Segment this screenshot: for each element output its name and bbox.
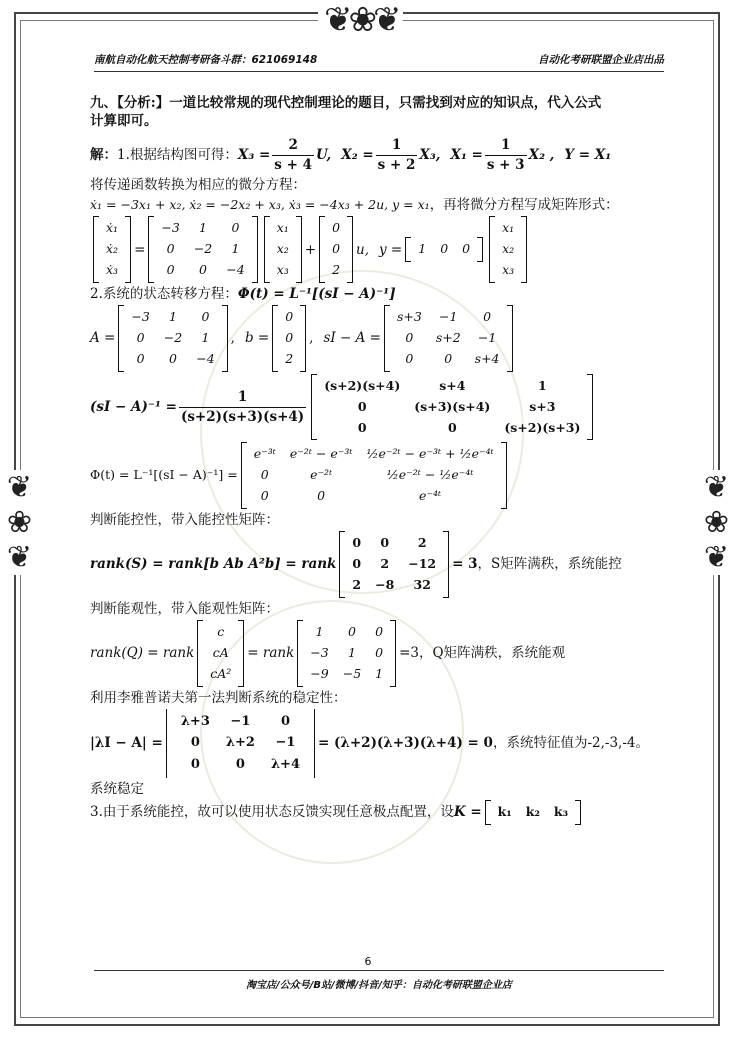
matrix-cell: 0 bbox=[332, 241, 341, 257]
matrix-cell: 0 bbox=[380, 535, 390, 551]
matrix-cell: 0 bbox=[136, 330, 145, 346]
observability-intro: 判断能观性，带入能观性矩阵： bbox=[90, 600, 279, 617]
matrix-cell: 1 bbox=[375, 665, 384, 681]
state-space-matrix-form: ẋ₁ ẋ₂ ẋ₃ = −3 1 0 0 −2 1 0 0 −4 x₁ x₂ x₃ + 0 0 2 u, y = 1 0 0 x₁ x₂ x₃ bbox=[90, 216, 670, 283]
u-tail: u, bbox=[356, 241, 370, 258]
matrix-cell: 2 bbox=[332, 262, 341, 278]
matrix-cell: k₁ bbox=[497, 803, 512, 819]
matrix-cell: 0 bbox=[169, 350, 177, 366]
x1-lhs: X₁ = bbox=[450, 147, 483, 164]
matrix-cell: 2 bbox=[285, 350, 294, 366]
x3-lhs: X₃ = bbox=[237, 147, 271, 164]
x2-lhs: X₂ = bbox=[341, 147, 374, 164]
stable-text: 系统稳定 bbox=[90, 780, 144, 797]
det-matrix bbox=[166, 709, 315, 778]
phi-matrix bbox=[241, 442, 507, 509]
matrix-cell: 1 bbox=[418, 241, 427, 257]
inverse-fraction: $\frac{1}{(s+2)(s+3)(s+4)}$ bbox=[180, 389, 305, 425]
matrix-cell: x₃ bbox=[276, 262, 289, 278]
k-lhs: K = bbox=[453, 804, 482, 821]
header-right: 自动化考研联盟企业店出品 bbox=[538, 54, 664, 66]
matrix-cell: s+2 bbox=[435, 330, 461, 346]
question-title: 九、【分析:】一道比较常规的现代控制理论的题目，只需找到对应的知识点，代入公式 bbox=[90, 95, 602, 111]
matrix-cell: 0 bbox=[447, 419, 457, 435]
left-ornament: ❦❀❦ bbox=[2, 470, 37, 575]
matrix-cell: s+3 bbox=[529, 398, 556, 414]
matrix-cell: k₂ bbox=[525, 803, 540, 819]
matrix-cell: 0 bbox=[444, 350, 453, 366]
matrix-cell: 0 bbox=[405, 350, 414, 366]
matrix-cell: e⁻⁴ᵗ bbox=[419, 488, 442, 504]
a-matrix bbox=[148, 216, 257, 283]
matrix-cell: 0 bbox=[357, 398, 367, 414]
matrix-cell: −3 bbox=[161, 220, 180, 236]
output-lhs: y = bbox=[379, 241, 403, 258]
matrix-cell: 0 bbox=[352, 556, 362, 572]
matrix-cell: cA² bbox=[210, 665, 232, 681]
c-vector bbox=[405, 237, 483, 262]
b-vector bbox=[319, 216, 353, 283]
x2-fraction: $\frac{1}{s + 2}$ bbox=[377, 137, 416, 173]
matrix-cell: x₃ bbox=[502, 262, 515, 278]
step3-row bbox=[90, 800, 670, 825]
matrix-cell: 2 bbox=[380, 556, 390, 572]
matrix-cell: 0 bbox=[405, 330, 414, 346]
matrix-cell: 0 bbox=[235, 757, 245, 773]
matrix-cell: 0 bbox=[352, 535, 362, 551]
matrix-cell: ẋ₃ bbox=[106, 262, 119, 278]
matrix-cell: −3 bbox=[131, 309, 150, 325]
matrix-cell: 0 bbox=[260, 488, 269, 504]
matrix-cell: k₃ bbox=[553, 803, 569, 819]
matrix-cell: ½e⁻²ᵗ − e⁻³ᵗ + ½e⁻⁴ᵗ bbox=[366, 446, 494, 462]
matrix-cell: −1 bbox=[230, 713, 251, 729]
matrix-cell: s+4 bbox=[439, 377, 466, 393]
b-vector-2 bbox=[272, 305, 306, 372]
det-lhs: |λI − A| = bbox=[90, 735, 163, 752]
rankq-lhs: rank(Q) = rank bbox=[90, 645, 195, 662]
matrix-cell: x₁ bbox=[502, 220, 515, 236]
matrix-cell: (s+2)(s+4) bbox=[324, 377, 401, 393]
q-matrix bbox=[297, 620, 396, 687]
y-equation: Y = X₁ bbox=[564, 147, 612, 164]
ranks-rhs: = 3 bbox=[452, 556, 478, 573]
x-vector-2 bbox=[489, 216, 527, 283]
page-content bbox=[90, 94, 670, 827]
matrix-cell: 0 bbox=[190, 757, 200, 773]
matrix-cell: −5 bbox=[342, 665, 362, 681]
observability-row bbox=[90, 620, 670, 687]
matrix-cell: 0 bbox=[440, 241, 449, 257]
top-ornament: ❦❀❦ bbox=[318, 0, 403, 40]
matrix-cell: 0 bbox=[285, 309, 294, 325]
x1-fraction: $\frac{1}{s + 3}$ bbox=[486, 137, 525, 173]
eigenvalue-conclusion: ，系统特征值为-2,-3,-4。 bbox=[492, 735, 649, 752]
b-lhs: b = bbox=[244, 330, 270, 347]
inverse-lhs: (sI − A)⁻¹ = bbox=[90, 398, 177, 415]
matrix-cell: 0 bbox=[260, 467, 269, 483]
matrix-cell: 2 bbox=[352, 577, 362, 592]
matrix-cell: e⁻²ᵗ bbox=[310, 467, 333, 483]
matrix-cell: 2 bbox=[417, 535, 427, 551]
right-ornament: ❦❀❦ bbox=[699, 470, 734, 575]
phi-lhs: Φ(t) = L⁻¹[(sI − A)⁻¹] = bbox=[90, 467, 238, 483]
page-footer: 淘宝店/公众号/B站/微博/抖音/知乎：自动化考研联盟企业店 bbox=[94, 970, 664, 991]
phi-definition: Φ(t) = L⁻¹[(sI − A)⁻¹] bbox=[237, 285, 396, 302]
matrix-cell: e⁻²ᵗ − e⁻³ᵗ bbox=[289, 446, 353, 462]
state-transition-line bbox=[90, 285, 670, 303]
x3-tail: U, bbox=[316, 147, 332, 164]
phi-row bbox=[90, 442, 670, 509]
matrix-cell: 0 bbox=[375, 624, 384, 640]
sia-matrix bbox=[384, 305, 513, 372]
x3-fraction: $\frac{2}{s + 4}$ bbox=[274, 137, 313, 173]
matrix-cell: λ+4 bbox=[270, 757, 300, 773]
diff-tail: ，再将微分方程写成矩阵形式： bbox=[429, 197, 619, 214]
matrix-cell: 0 bbox=[280, 713, 290, 729]
q-symbolic-matrix bbox=[197, 620, 244, 687]
matrix-cell: 0 bbox=[285, 330, 294, 346]
structure-equations bbox=[90, 136, 670, 173]
x2-tail: X₃, bbox=[419, 147, 441, 164]
inverse-row bbox=[90, 374, 670, 441]
matrix-cell: s+4 bbox=[474, 350, 500, 366]
matrix-cell: −8 bbox=[375, 577, 395, 592]
matrix-cell: 0 bbox=[231, 220, 240, 236]
ranks-lhs: rank(S) = rank[b Ab A²b] = rank bbox=[90, 556, 337, 573]
matrix-cell: ẋ₁ bbox=[106, 220, 119, 236]
diff-equations: ẋ₁ = −3x₁ + x₂, ẋ₂ = −2x₂ + x₃, ẋ₃ = −4x₃ + 2u, y = x₁ bbox=[90, 196, 430, 212]
matrix-cell: 0 bbox=[201, 309, 210, 325]
matrix-cell: −9 bbox=[310, 665, 329, 681]
matrix-cell: ½e⁻²ᵗ − ½e⁻⁴ᵗ bbox=[386, 467, 474, 483]
matrix-cell: 0 bbox=[483, 309, 492, 325]
matrix-cell: −1 bbox=[439, 309, 458, 325]
x1-tail: X₂ , bbox=[528, 147, 555, 164]
matrix-cell: 0 bbox=[462, 241, 471, 257]
matrix-cell: x₁ bbox=[276, 220, 289, 236]
matrix-cell: 0 bbox=[166, 241, 175, 257]
matrix-cell: e⁻³ᵗ bbox=[253, 446, 276, 462]
matrix-cell: 0 bbox=[199, 262, 207, 278]
matrix-cell: x₂ bbox=[276, 241, 289, 257]
matrix-cell: 0 bbox=[357, 419, 367, 435]
x-vector bbox=[264, 216, 302, 283]
matrix-cell: 0 bbox=[375, 644, 384, 660]
sia-lhs: sI − A = bbox=[323, 330, 381, 347]
controllability-intro: 判断能控性，带入能控性矩阵： bbox=[90, 512, 279, 529]
matrix-cell: 0 bbox=[136, 350, 145, 366]
matrix-cell: −12 bbox=[408, 556, 437, 572]
diff-intro: 将传递函数转换为相应的微分方程： bbox=[90, 176, 306, 193]
matrix-cell: 1 bbox=[538, 377, 547, 393]
step2-text: 2.系统的状态转移方程： bbox=[90, 285, 238, 302]
matrix-cell: x₂ bbox=[502, 241, 515, 257]
matrix-cell: 0 bbox=[190, 735, 200, 751]
lyapunov-intro: 利用李雅普诺夫第一法判断系统的稳定性： bbox=[90, 689, 347, 706]
inverse-matrix bbox=[311, 374, 593, 441]
matrix-cell: (s+2)(s+3) bbox=[504, 419, 581, 435]
matrix-cell: (s+3)(s+4) bbox=[414, 398, 491, 414]
matrix-cell: −2 bbox=[163, 330, 183, 346]
matrices-row: A = −3 1 0 0 −2 1 0 0 −4 , b = 0 0 2 , sI − A = s+3 −1 0 0 s+2 −1 0 0 s+4 bbox=[90, 305, 670, 372]
diff-equations-row bbox=[90, 196, 670, 214]
matrix-cell: ẋ₂ bbox=[106, 241, 119, 257]
step1-text: 1.根据结构图可得： bbox=[117, 147, 238, 164]
matrix-cell: −3 bbox=[310, 644, 329, 660]
a-lhs: A = bbox=[90, 330, 116, 347]
matrix-cell: 0 bbox=[166, 262, 175, 278]
a-matrix-2 bbox=[118, 305, 227, 372]
matrix-cell: 1 bbox=[201, 330, 210, 346]
matrix-cell: 1 bbox=[231, 241, 240, 257]
matrix-cell: λ+3 bbox=[180, 713, 210, 729]
step3-text: 3.由于系统能控，故可以使用状态反馈实现任意极点配置，设 bbox=[90, 804, 454, 821]
matrix-cell: λ+2 bbox=[225, 735, 255, 751]
det-rhs: = (λ+2)(λ+3)(λ+4) = 0 bbox=[318, 735, 493, 752]
matrix-cell: −1 bbox=[275, 735, 296, 751]
k-vector bbox=[485, 800, 581, 825]
page-header bbox=[94, 52, 664, 72]
matrix-cell: cA bbox=[212, 644, 229, 660]
question-title-2: 计算即可。 bbox=[90, 113, 158, 130]
matrix-cell: −4 bbox=[196, 350, 215, 366]
observability-conclusion: Q矩阵满秩，系统能观 bbox=[432, 645, 566, 662]
controllability-conclusion: ，S矩阵满秩，系统能控 bbox=[477, 556, 622, 573]
s-matrix bbox=[339, 531, 449, 598]
matrix-cell: −1 bbox=[477, 330, 497, 346]
header-left: 南航自动化航天控制考研备斗群：621069148 bbox=[94, 54, 318, 66]
determinant-row bbox=[90, 709, 670, 778]
matrix-cell: 1 bbox=[315, 624, 324, 640]
matrix-cell: 0 bbox=[332, 220, 341, 236]
solution-label: 解： bbox=[90, 147, 117, 164]
matrix-cell: 1 bbox=[199, 220, 207, 236]
matrix-cell: s+3 bbox=[396, 309, 422, 325]
rankq-rhs: =3， bbox=[399, 645, 433, 662]
page-number: 6 bbox=[364, 955, 372, 968]
controllability-row bbox=[90, 531, 670, 598]
matrix-cell: c bbox=[217, 624, 225, 640]
matrix-cell: 32 bbox=[413, 577, 431, 592]
rankq-mid: = rank bbox=[247, 645, 295, 662]
matrix-cell: −4 bbox=[226, 262, 245, 278]
matrix-cell: 0 bbox=[347, 624, 356, 640]
matrix-cell: −2 bbox=[193, 241, 213, 257]
matrix-cell: 0 bbox=[317, 488, 326, 504]
matrix-cell: 1 bbox=[347, 644, 356, 660]
matrix-cell: 1 bbox=[169, 309, 177, 325]
xdot-vector bbox=[93, 216, 131, 283]
